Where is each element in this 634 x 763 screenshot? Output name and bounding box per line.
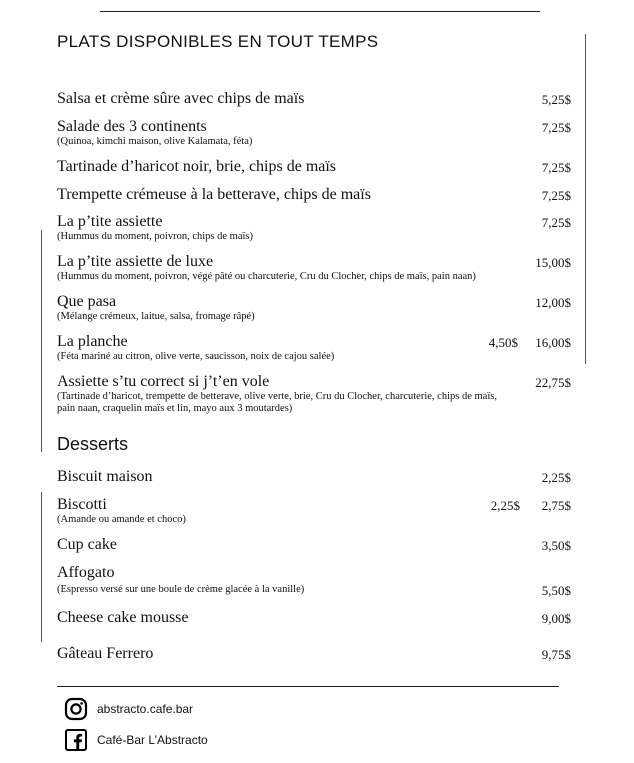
item-name: Trempette crémeuse à la betterave, chips de maïs (57, 186, 371, 203)
item-name: Tartinade d’haricot noir, brie, chips de maïs (57, 158, 337, 175)
item-price: 7,25$ (541, 215, 571, 230)
item-price: 5,25$ (541, 92, 571, 107)
menu-item (57, 89, 304, 108)
item-description: (Hummus du moment, poivron, végé pâté ou charcuterie, Cru du Clocher, chips de maïs, pain naan) (57, 271, 476, 282)
right-margin-line (585, 34, 586, 364)
menu-item (57, 212, 253, 243)
instagram-handle: abstracto.cafe.bar (97, 702, 194, 716)
item-price: 12,00$ (535, 295, 571, 310)
item-name: Cup cake (57, 536, 117, 553)
item-name: Salsa et crème sûre avec chips de maïs (57, 90, 305, 107)
facebook-icon (64, 728, 88, 752)
item-price: 5,50$ (541, 583, 571, 598)
item-description: (Mélange crémeux, laitue, salsa, fromage râpé) (57, 311, 255, 322)
footer-divider (57, 686, 559, 687)
section-title-desserts: Desserts (57, 434, 129, 454)
item-price-small: 4,50$ (488, 335, 518, 350)
item-price: 2,75$ (541, 498, 571, 513)
top-divider (100, 11, 540, 12)
item-price: 7,25$ (541, 188, 571, 203)
menu-item (57, 495, 186, 526)
item-price: 2,25$ (541, 470, 571, 485)
item-name: Biscuit maison (57, 468, 153, 485)
facebook-page-name: Café-Bar L’Abstracto (97, 733, 208, 747)
item-price: 3,50$ (541, 538, 571, 553)
item-price: 22,75$ (535, 375, 571, 390)
item-name: Cheese cake mousse (57, 609, 189, 626)
menu-item (57, 608, 189, 627)
item-name: Biscotti (57, 496, 107, 513)
item-description: (Quinoa, kimchi maison, olive Kalamata, féta) (57, 136, 253, 147)
item-name: Gâteau Ferrero (57, 645, 154, 662)
item-name: La p’tite assiette de luxe (57, 253, 214, 270)
item-price: 9,00$ (541, 611, 571, 626)
menu-item (57, 157, 336, 176)
item-name: Que pasa (57, 293, 117, 310)
item-name: Assiette s’tu correct si j’t’en vole (57, 373, 270, 390)
item-price-small: 2,25$ (490, 498, 520, 513)
menu-item (57, 117, 252, 148)
section-title-main: PLATS DISPONIBLES EN TOUT TEMPS (57, 32, 379, 51)
item-price: 16,00$ (535, 335, 571, 350)
item-name: La planche (57, 333, 128, 350)
item-description: (Tartinade d’haricot, trempette de betterave, olive verte, brie, Cru du Clocher, charcuterie, chips de maïs, pain naan, craquelin maïs et lin, mayo aux 3 moutardes) (57, 391, 497, 414)
item-name: Affogato (57, 564, 115, 581)
instagram-icon (64, 697, 88, 721)
item-price: 9,75$ (541, 647, 571, 662)
menu-item (57, 292, 255, 323)
item-description: (Hummus du moment, poivron, chips de maïs) (57, 231, 253, 242)
item-name: Salade des 3 continents (57, 118, 207, 135)
menu-item (57, 535, 117, 554)
item-description: (Féta mariné au citron, olive verte, saucisson, noix de cajou salée) (57, 351, 335, 362)
menu-item (57, 467, 153, 486)
item-name: La p’tite assiette (57, 213, 163, 230)
item-price: 15,00$ (535, 255, 571, 270)
menu-item (57, 372, 502, 415)
menu-item (57, 185, 371, 204)
menu-item (57, 563, 304, 596)
item-price: 7,25$ (541, 160, 571, 175)
item-price: 7,25$ (541, 120, 571, 135)
menu-item (57, 332, 334, 363)
facebook-link[interactable] (64, 728, 208, 752)
menu-item (57, 252, 476, 283)
item-description: (Amande ou amande et choco) (57, 514, 186, 525)
left-margin-line-lower (41, 492, 42, 642)
instagram-link[interactable] (64, 697, 193, 721)
item-description: (Espresso versé sur une boule de crème glacée à la vanille) (57, 584, 305, 595)
left-margin-line-upper (41, 230, 42, 452)
menu-item (57, 644, 153, 663)
